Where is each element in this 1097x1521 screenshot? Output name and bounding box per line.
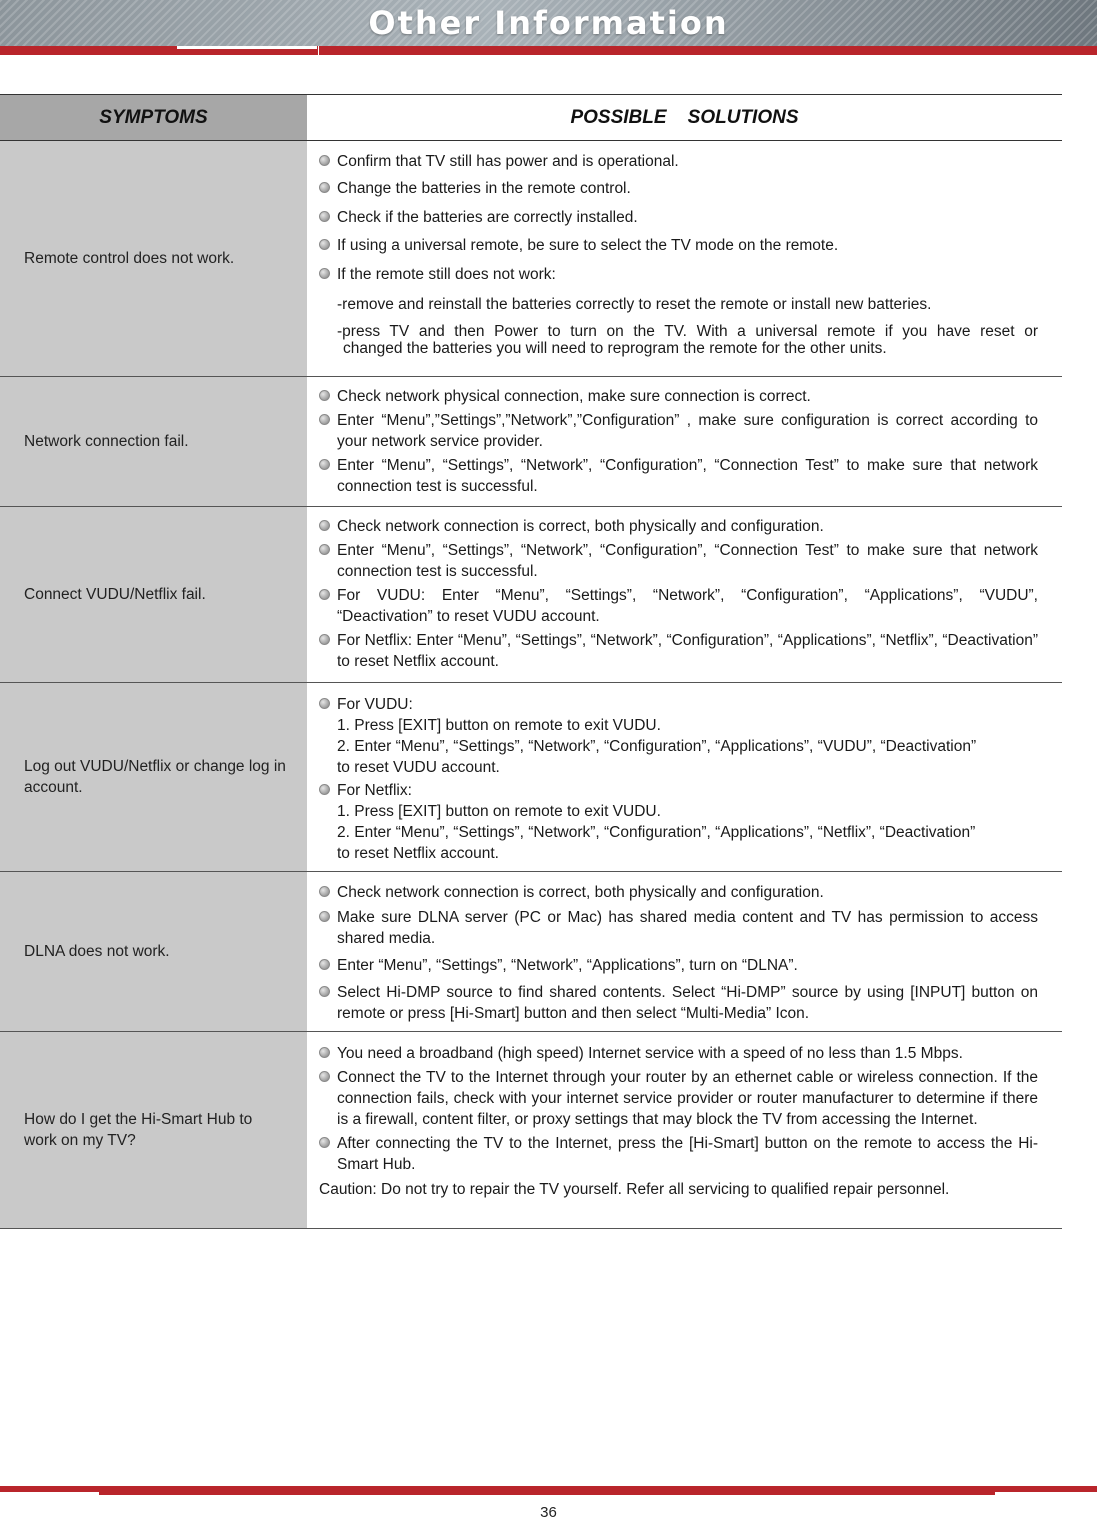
list-item: Check network connection is correct, both physically and configuration. (319, 516, 1038, 537)
list-item: If using a universal remote, be sure to select the TV mode on the remote. (319, 235, 1038, 256)
sub-item: to reset Netflix account. (337, 845, 499, 862)
list-item: Connect the TV to the Internet through your router by an ethernet cable or wireless connection. If the connection fails, check with your internet service provider or router manufacturer to determine if there is a firewall, content filter, or proxy settings that may block the TV from accessing the Internet. (319, 1067, 1038, 1130)
list-item: For Netflix: (319, 780, 1038, 801)
page-title: Other Information (368, 4, 729, 42)
bullet-icon (319, 886, 330, 897)
list-item: Select Hi-DMP source to find shared contents. Select “Hi-DMP” source by using [INPUT] button on remote or press [Hi-Smart] button and then select “Multi-Media” Icon. (319, 982, 1038, 1024)
solution-cell (307, 141, 1062, 376)
list-item: Enter “Menu”, “Settings”, “Network”, “Applications”, turn on “DLNA”. (319, 955, 1038, 976)
sub-item: 1. Press [EXIT] button on remote to exit VUDU. (337, 717, 661, 734)
list-item: Change the batteries in the remote control. (319, 178, 1038, 199)
bullet-icon (319, 1137, 330, 1148)
symptoms-header: SYMPTOMS (0, 95, 307, 140)
bullet-icon (319, 459, 330, 470)
table-row (0, 683, 1062, 872)
sub-item: -press TV and then Power to turn on the TV. With a universal remote if you have reset or (337, 323, 1038, 340)
bullet-icon (319, 520, 330, 531)
sub-item: to reset VUDU account. (337, 759, 500, 776)
list-item: Check if the batteries are correctly installed. (319, 207, 1038, 228)
table-row (0, 377, 1062, 507)
bullet-icon (319, 986, 330, 997)
symptom-cell: Connect VUDU/Netflix fail. (0, 507, 307, 682)
list-item: For Netflix: Enter “Menu”, “Settings”, “Network”, “Configuration”, “Applications”, “Netflix”, “Deactivation” to reset Netflix account. (319, 630, 1038, 672)
list-item: Confirm that TV still has power and is operational. (319, 151, 1038, 172)
list-item: Enter “Menu”, “Settings”, “Network”, “Configuration”, “Connection Test” to make sure that network connection test is successful. (319, 455, 1038, 497)
symptom-cell: Log out VUDU/Netflix or change log in account. (0, 683, 307, 871)
footer-red-stripe (0, 1486, 1097, 1495)
solutions-header: POSSIBLE SOLUTIONS (570, 106, 799, 128)
sub-item: -remove and reinstall the batteries correctly to reset the remote or install new batteries. (337, 296, 932, 313)
list-item: If the remote still does not work: (319, 264, 1038, 285)
solution-cell (307, 377, 1062, 506)
table-row (0, 1032, 1062, 1229)
bullet-icon (319, 414, 330, 425)
bullet-icon (319, 544, 330, 555)
list-item: Check network physical connection, make sure connection is correct. (319, 386, 1038, 407)
page-number: 36 (540, 1504, 557, 1521)
bullet-icon (319, 182, 330, 193)
sub-item: changed the batteries you will need to reprogram the remote for the other units. (343, 340, 887, 357)
table-row (0, 507, 1062, 683)
header-stripe-notch (177, 46, 317, 49)
bullet-icon (319, 1071, 330, 1082)
list-item: You need a broadband (high speed) Internet service with a speed of no less than 1.5 Mbps. (319, 1043, 1038, 1064)
list-item: Enter “Menu”,”Settings”,”Network”,”Configuration” , make sure configuration is correct according to your network service provider. (319, 410, 1038, 452)
bullet-icon (319, 268, 330, 279)
bullet-icon (319, 390, 330, 401)
bullet-icon (319, 211, 330, 222)
bullet-icon (319, 155, 330, 166)
list-item: Check network connection is correct, both physically and configuration. (319, 882, 1038, 903)
list-item: For VUDU: (319, 694, 1038, 715)
symptom-cell: How do I get the Hi-Smart Hub to work on my TV? (0, 1032, 307, 1228)
sub-item: 2. Enter “Menu”, “Settings”, “Network”, “Configuration”, “Applications”, “Netflix”, “Deactivation” (337, 824, 976, 841)
symptom-cell: DLNA does not work. (0, 872, 307, 1031)
solution-cell (307, 1032, 1062, 1228)
solution-cell (307, 872, 1062, 1031)
list-item: After connecting the TV to the Internet, press the [Hi-Smart] button on the remote to access the Hi-Smart Hub. (319, 1133, 1038, 1175)
solution-cell (307, 507, 1062, 682)
symptom-cell: Remote control does not work. (0, 141, 307, 376)
bullet-icon (319, 959, 330, 970)
solution-cell (307, 683, 1062, 871)
sub-item: 2. Enter “Menu”, “Settings”, “Network”, “Configuration”, “Applications”, “VUDU”, “Deactivation” (337, 738, 977, 755)
footer-stripe-notch-left (0, 1492, 99, 1495)
bullet-icon (319, 911, 330, 922)
sub-item: 1. Press [EXIT] button on remote to exit VUDU. (337, 803, 661, 820)
header-red-stripe (0, 46, 1097, 55)
bullet-icon (319, 239, 330, 250)
bullet-icon (319, 784, 330, 795)
caution-note: Caution: Do not try to repair the TV yourself. Refer all servicing to qualified repair personnel. (319, 1181, 950, 1198)
list-item: Enter “Menu”, “Settings”, “Network”, “Configuration”, “Connection Test” to make sure that network connection test is successful. (319, 540, 1038, 582)
bullet-icon (319, 634, 330, 645)
bullet-icon (319, 589, 330, 600)
symptom-cell: Network connection fail. (0, 377, 307, 506)
troubleshooting-table (0, 94, 1062, 1229)
header-banner (0, 0, 1097, 46)
list-item: For VUDU: Enter “Menu”, “Settings”, “Network”, “Configuration”, “Applications”, “VUDU”, “Deactivation” to reset VUDU account. (319, 585, 1038, 627)
table-row (0, 872, 1062, 1032)
list-item: Make sure DLNA server (PC or Mac) has shared media content and TV has permission to access shared media. (319, 907, 1038, 949)
bullet-icon (319, 1047, 330, 1058)
footer-stripe-notch-right (995, 1492, 1097, 1495)
table-row (0, 141, 1062, 377)
header-stripe-divider (318, 46, 319, 55)
table-header-row (0, 95, 1062, 141)
bullet-icon (319, 698, 330, 709)
